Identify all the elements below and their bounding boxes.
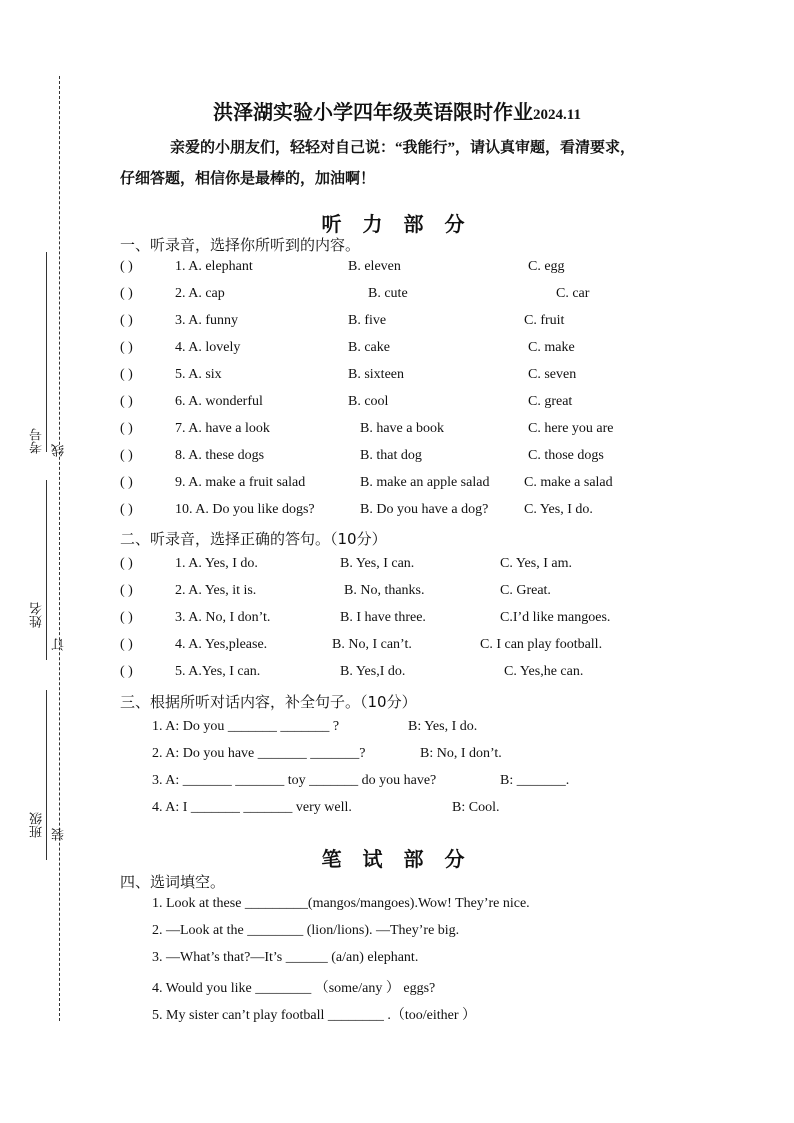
answer-bracket: ( ): [120, 313, 133, 328]
option-c: C. Yes, I am.: [500, 556, 572, 571]
part3-heading: 三、根据所听对话内容，补全句子。（10分）: [120, 693, 417, 711]
option-a: 10. A. Do you like dogs?: [175, 502, 315, 517]
answer-bracket: ( ): [120, 637, 133, 652]
answer-bracket: ( ): [120, 286, 133, 301]
binding-text-zhuang: 装: [52, 828, 67, 841]
fill-blank-question: 5. My sister can’t play football ________ .（too/either ）: [152, 1008, 477, 1023]
title-text: 洪泽湖实验小学四年级英语限时作业: [213, 102, 534, 124]
option-a: 8. A. these dogs: [175, 448, 265, 463]
fill-blank-question: 3. —What’s that?—It’s ______ (a/an) elephant.: [152, 950, 419, 965]
option-c: C. here you are: [528, 421, 614, 436]
option-b: B. Yes, I can.: [340, 556, 415, 571]
option-a: 5. A. six: [175, 367, 222, 382]
option-b: B. No, thanks.: [344, 583, 425, 598]
option-c: C. Yes,he can.: [504, 664, 584, 679]
option-a: 1. A. Yes, I do.: [175, 556, 258, 571]
option-c: C. great: [528, 394, 573, 409]
option-a: 7. A. have a look: [175, 421, 270, 436]
answer-bracket: ( ): [120, 340, 133, 355]
option-a: 4. A. lovely: [175, 340, 241, 355]
answer-bracket: ( ): [120, 259, 133, 274]
name-label: 姓名: [30, 602, 45, 628]
option-a: 4. A. Yes,please.: [175, 637, 268, 652]
option-c: C. make: [528, 340, 575, 355]
dialog-question: 2. A: Do you have _______ _______?: [152, 746, 366, 761]
option-c: C. fruit: [524, 313, 565, 328]
option-b: B. eleven: [348, 259, 401, 274]
fill-blank-question: 2. —Look at the ________ (lion/lions). —They’re big.: [152, 923, 460, 938]
page-title: [0, 96, 794, 125]
option-c: C. egg: [528, 259, 565, 274]
answer-bracket: ( ): [120, 556, 133, 571]
option-a: 2. A. cap: [175, 286, 225, 301]
answer-bracket: ( ): [120, 610, 133, 625]
dialog-answer: B: _______.: [500, 773, 570, 788]
answer-bracket: ( ): [120, 421, 133, 436]
answer-bracket: ( ): [120, 664, 133, 679]
option-b: B. make an apple salad: [360, 475, 490, 490]
option-c: C. Great.: [500, 583, 551, 598]
answer-bracket: ( ): [120, 475, 133, 490]
part2-heading: 二、听录音，选择正确的答句。（10分）: [120, 530, 387, 548]
dialog-answer: B: Yes, I do.: [408, 719, 478, 734]
intro-line-2: 仔细答题，相信你是最棒的，加油啊！: [120, 171, 376, 187]
answer-bracket: ( ): [120, 502, 133, 517]
answer-bracket: ( ): [120, 448, 133, 463]
exam-no-line: [46, 252, 47, 452]
part4-heading: 四、选词填空。: [120, 873, 226, 891]
option-a: 9. A. make a fruit salad: [175, 475, 306, 490]
option-b: B. cool: [348, 394, 389, 409]
part1-heading: 一、听录音，选择你所听到的内容。: [120, 236, 361, 254]
option-a: 5. A.Yes, I can.: [175, 664, 261, 679]
option-c: C.I’d like mangoes.: [500, 610, 611, 625]
fill-blank-question: 4. Would you like ________ （some/any ） eggs?: [152, 981, 436, 996]
option-a: 2. A. Yes, it is.: [175, 583, 257, 598]
dialog-question: 3. A: _______ _______ toy _______ do you have?: [152, 773, 437, 788]
option-b: B. No, I can’t.: [332, 637, 412, 652]
option-a: 6. A. wonderful: [175, 394, 263, 409]
dialog-question: 1. A: Do you _______ _______ ?: [152, 719, 340, 734]
answer-bracket: ( ): [120, 583, 133, 598]
option-b: B. Do you have a dog?: [360, 502, 489, 517]
option-b: B. five: [348, 313, 387, 328]
answer-bracket: ( ): [120, 394, 133, 409]
dialog-question: 4. A: I _______ _______ very well.: [152, 800, 352, 815]
dialog-answer: B: Cool.: [452, 800, 500, 815]
binding-text-xian: 线: [52, 444, 67, 457]
exam-no-label: 考号: [30, 428, 45, 454]
listening-section-title: 听 力 部 分: [321, 214, 473, 236]
answer-bracket: ( ): [120, 367, 133, 382]
option-b: B. sixteen: [348, 367, 404, 382]
dialog-answer: B: No, I don’t.: [420, 746, 502, 761]
option-c: C. Yes, I do.: [524, 502, 593, 517]
fill-blank-question: 1. Look at these _________(mangos/mangoes).Wow! They’re nice.: [152, 896, 530, 911]
name-line: [46, 480, 47, 660]
option-c: C. those dogs: [528, 448, 604, 463]
option-c: C. car: [556, 286, 590, 301]
title-date: 2024.11: [533, 107, 581, 123]
writing-section-title: 笔 试 部 分: [321, 849, 473, 871]
class-label: 班级: [30, 812, 45, 838]
intro-line-1: 亲爱的小朋友们，轻轻对自己说：“我能行”，请认真审题，看清要求，: [170, 140, 636, 156]
option-b: B. I have three.: [340, 610, 426, 625]
option-a: 1. A. elephant: [175, 259, 253, 274]
option-b: B. cute: [368, 286, 408, 301]
option-c: C. I can play football.: [480, 637, 603, 652]
option-a: 3. A. funny: [175, 313, 238, 328]
option-c: C. seven: [528, 367, 577, 382]
option-c: C. make a salad: [524, 475, 613, 490]
option-b: B. Yes,I do.: [340, 664, 406, 679]
binding-text-ding: 订: [52, 638, 67, 651]
option-a: 3. A. No, I don’t.: [175, 610, 271, 625]
option-b: B. have a book: [360, 421, 444, 436]
option-b: B. that dog: [360, 448, 422, 463]
option-b: B. cake: [348, 340, 390, 355]
